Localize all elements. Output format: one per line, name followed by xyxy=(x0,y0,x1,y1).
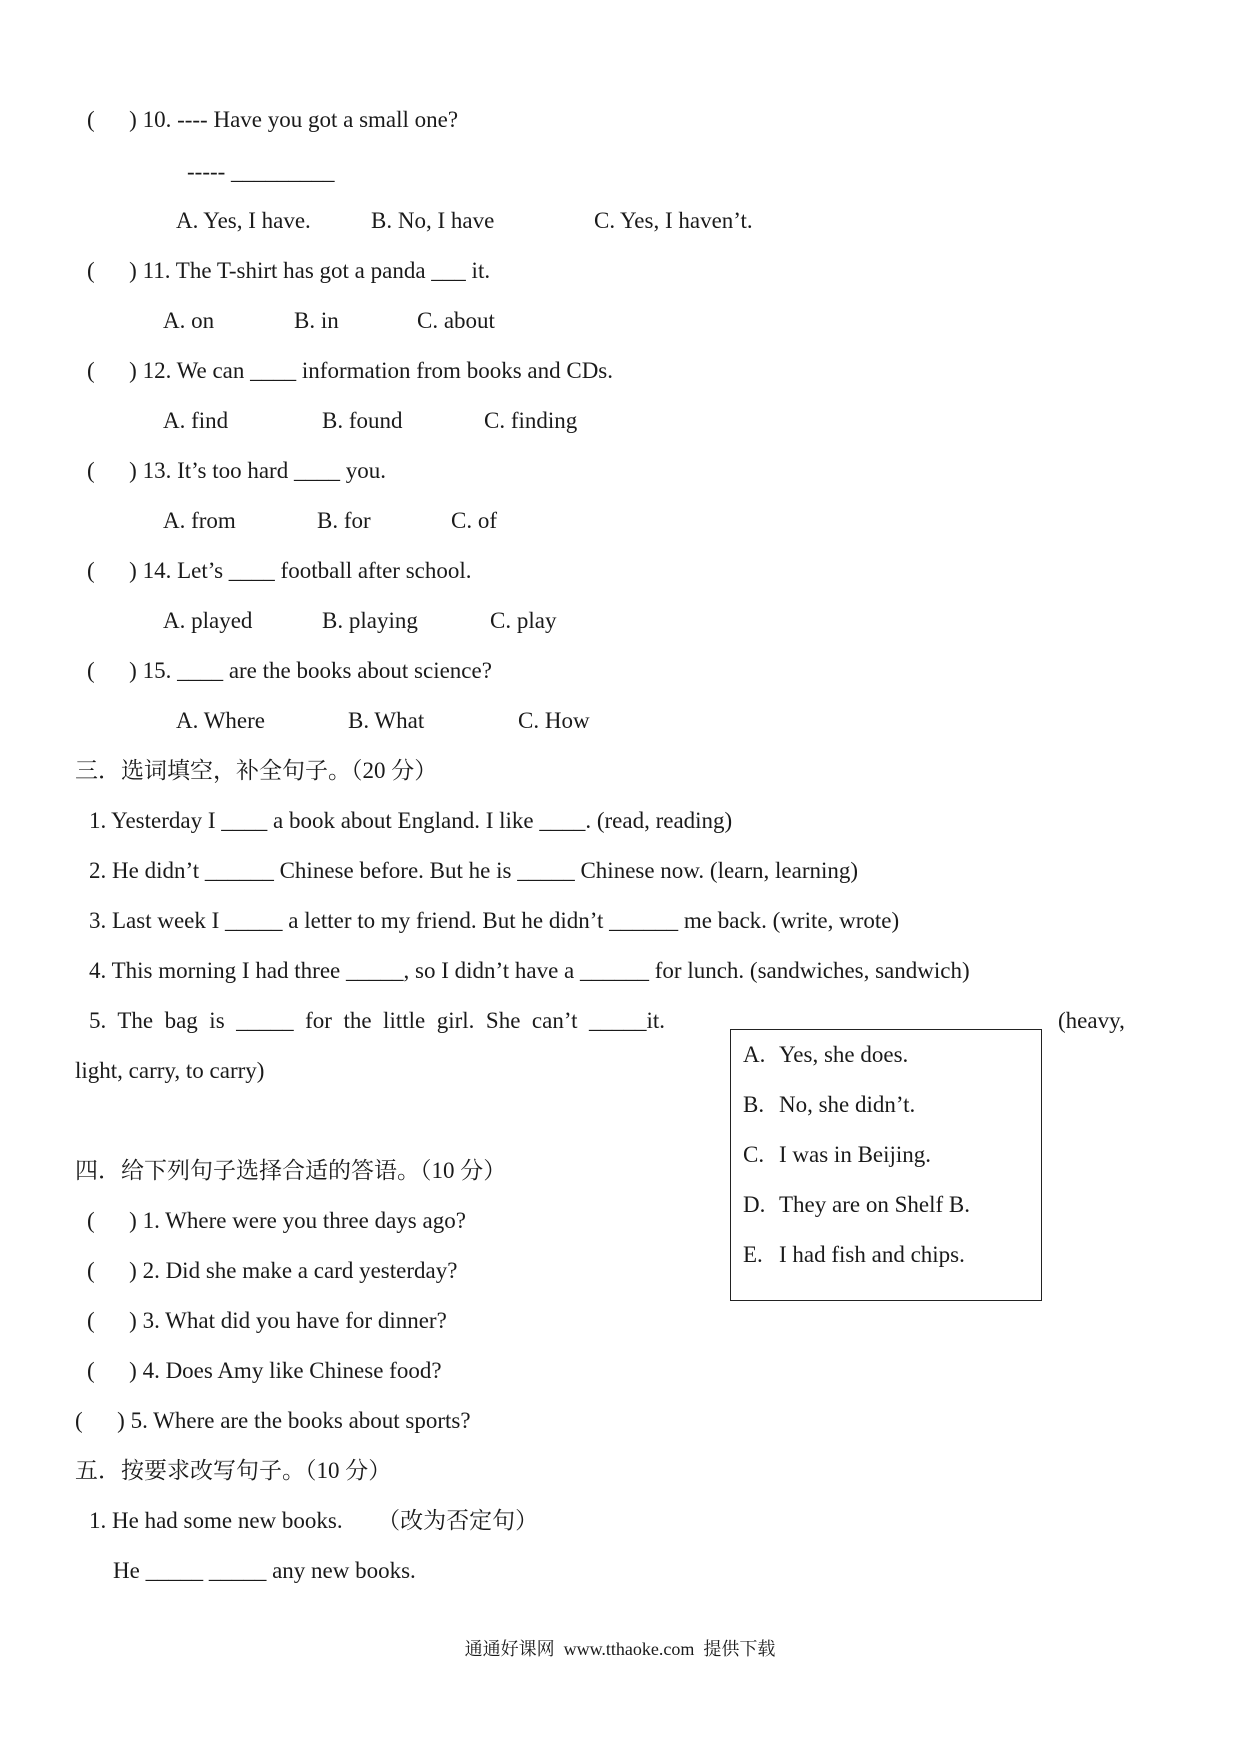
question-10-reply-blank: ----- _________ xyxy=(187,159,335,184)
section-3-item-5: 5. The bag is _____ for the little girl. She can’t _____it. xyxy=(89,1008,665,1033)
section-4-question-2: ( ) 2. Did she make a card yesterday? xyxy=(87,1258,458,1283)
question-10-option-b: B. No, I have xyxy=(371,208,495,233)
section-5-heading: 五．按要求改写句子。（10 分） xyxy=(75,1458,392,1483)
answer-options-box xyxy=(730,1029,1042,1301)
question-10-option-c: C. Yes, I haven’t. xyxy=(594,208,753,233)
question-11-option-b: B. in xyxy=(294,308,339,333)
question-11-stem: ( ) 11. The T-shirt has got a panda ___ it. xyxy=(87,258,491,283)
section-3-heading: 三．选词填空，补全句子。（20 分） xyxy=(75,758,438,783)
section-5-item-1: 1. He had some new books. （改为否定句） xyxy=(89,1508,539,1533)
question-14-option-c: C. play xyxy=(490,608,557,633)
question-12-option-a: A. find xyxy=(163,408,229,433)
section-4-heading: 四．给下列句子选择合适的答语。（10 分） xyxy=(75,1158,507,1183)
question-12-option-b: B. found xyxy=(322,408,403,433)
question-10-stem: ( ) 10. ---- Have you got a small one? xyxy=(87,107,459,132)
question-10-option-a: A. Yes, I have. xyxy=(176,208,311,233)
section-3-item-1: 1. Yesterday I ____ a book about England. I like ____. (read, reading) xyxy=(89,808,733,833)
question-13-option-a: A. from xyxy=(163,508,236,533)
section-3-item-5-words-continued: light, carry, to carry) xyxy=(75,1058,265,1083)
question-14-option-a: A. played xyxy=(163,608,253,633)
section-4-question-5: ( ) 5. Where are the books about sports? xyxy=(75,1408,471,1433)
section-4-question-1: ( ) 1. Where were you three days ago? xyxy=(87,1208,466,1233)
question-13-option-b: B. for xyxy=(317,508,371,533)
section-4-question-4: ( ) 4. Does Amy like Chinese food? xyxy=(87,1358,442,1383)
answer-option-e: E. I had fish and chips. xyxy=(743,1242,965,1267)
section-3-item-2: 2. He didn’t ______ Chinese before. But he is _____ Chinese now. (learn, learning) xyxy=(89,858,859,883)
section-4-question-3: ( ) 3. What did you have for dinner? xyxy=(87,1308,447,1333)
question-14-option-b: B. playing xyxy=(322,608,418,633)
question-11-option-a: A. on xyxy=(163,308,215,333)
question-15-option-b: B. What xyxy=(348,708,425,733)
answer-option-b: B. No, she didn’t. xyxy=(743,1092,916,1117)
answer-option-d: D. They are on Shelf B. xyxy=(743,1192,970,1217)
question-14-stem: ( ) 14. Let’s ____ football after school. xyxy=(87,558,472,583)
question-15-stem: ( ) 15. ____ are the books about science? xyxy=(87,658,492,683)
question-13-stem: ( ) 13. It’s too hard ____ you. xyxy=(87,458,386,483)
section-3-item-5-words: (heavy, xyxy=(1058,1008,1125,1033)
question-15-option-c: C. How xyxy=(518,708,590,733)
section-3-item-3: 3. Last week I _____ a letter to my friend. But he didn’t ______ me back. (write, wrote) xyxy=(89,908,900,933)
question-12-option-c: C. finding xyxy=(484,408,578,433)
answer-option-c: C. I was in Beijing. xyxy=(743,1142,932,1167)
question-11-option-c: C. about xyxy=(417,308,495,333)
question-15-option-a: A. Where xyxy=(176,708,265,733)
question-13-option-c: C. of xyxy=(451,508,497,533)
section-5-item-1-answer: He _____ _____ any new books. xyxy=(113,1558,416,1583)
question-12-stem: ( ) 12. We can ____ information from books and CDs. xyxy=(87,358,614,383)
page-footer: 通通好课网 www.tthaoke.com 提供下载 xyxy=(464,1639,776,1659)
section-3-item-4: 4. This morning I had three _____, so I didn’t have a ______ for lunch. (sandwiches, sandwich) xyxy=(89,958,970,983)
answer-option-a: A. Yes, she does. xyxy=(743,1042,909,1067)
